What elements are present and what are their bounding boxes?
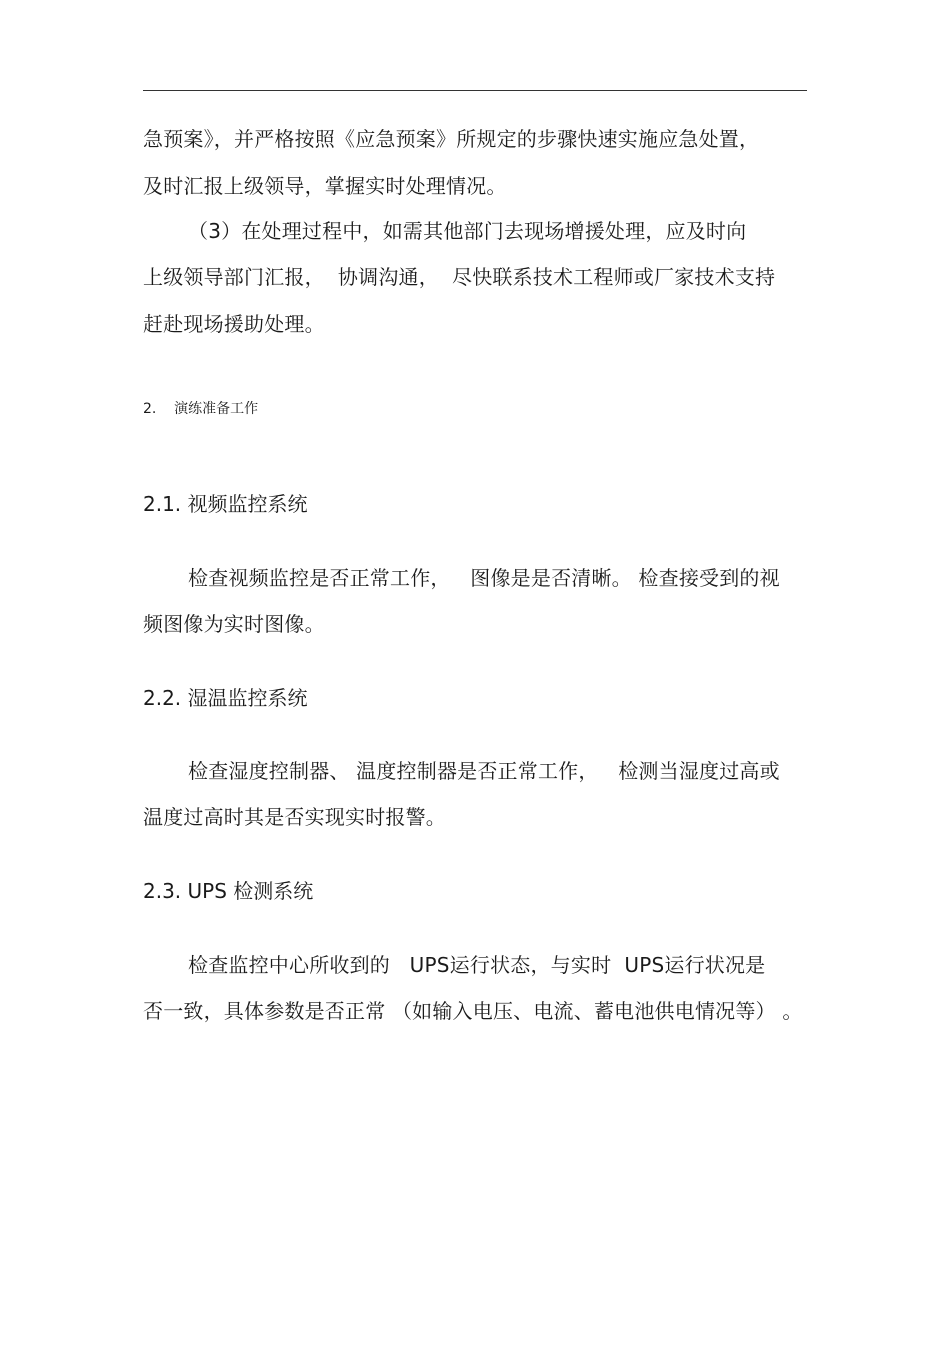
- section-2-3-heading: 2.3. UPS 检测系统: [143, 879, 314, 903]
- intro-line-3: （3）在处理过程中，如需其他部门去现场增援处理，应及时向: [188, 219, 747, 243]
- section-2-3-line-1: 检查监控中心所收到的 UPS运行状态，与实时 UPS运行状况是: [188, 953, 766, 977]
- section-2-1-line-1: 检查视频监控是否正常工作， 图像是是否清晰。 检查接受到的视: [188, 566, 780, 590]
- section-2-heading: 2. 演练准备工作: [143, 401, 259, 417]
- section-2-3-line-2: 否一致，具体参数是否正常 （如输入电压、电流、蓄电池供电情况等） 。: [143, 999, 803, 1023]
- section-2-1-heading: 2.1. 视频监控系统: [143, 492, 308, 516]
- intro-line-2: 及时汇报上级领导，掌握实时处理情况。: [143, 174, 507, 198]
- intro-line-1: 急预案》，并严格按照《应急预案》所规定的步骤快速实施应急处置，: [143, 127, 760, 151]
- section-2-2-line-2: 温度过高时其是否实现实时报警。: [143, 805, 446, 829]
- section-2-2-heading: 2.2. 湿温监控系统: [143, 686, 308, 710]
- section-2-1-line-2: 频图像为实时图像。: [143, 612, 325, 636]
- header-rule: [143, 90, 807, 91]
- intro-line-4: 上级领导部门汇报， 协调沟通， 尽快联系技术工程师或厂家技术支持: [143, 265, 776, 289]
- section-2-2-line-1: 检查湿度控制器、 温度控制器是否正常工作， 检测当湿度过高或: [188, 759, 780, 783]
- intro-line-5: 赶赴现场援助处理。: [143, 312, 325, 336]
